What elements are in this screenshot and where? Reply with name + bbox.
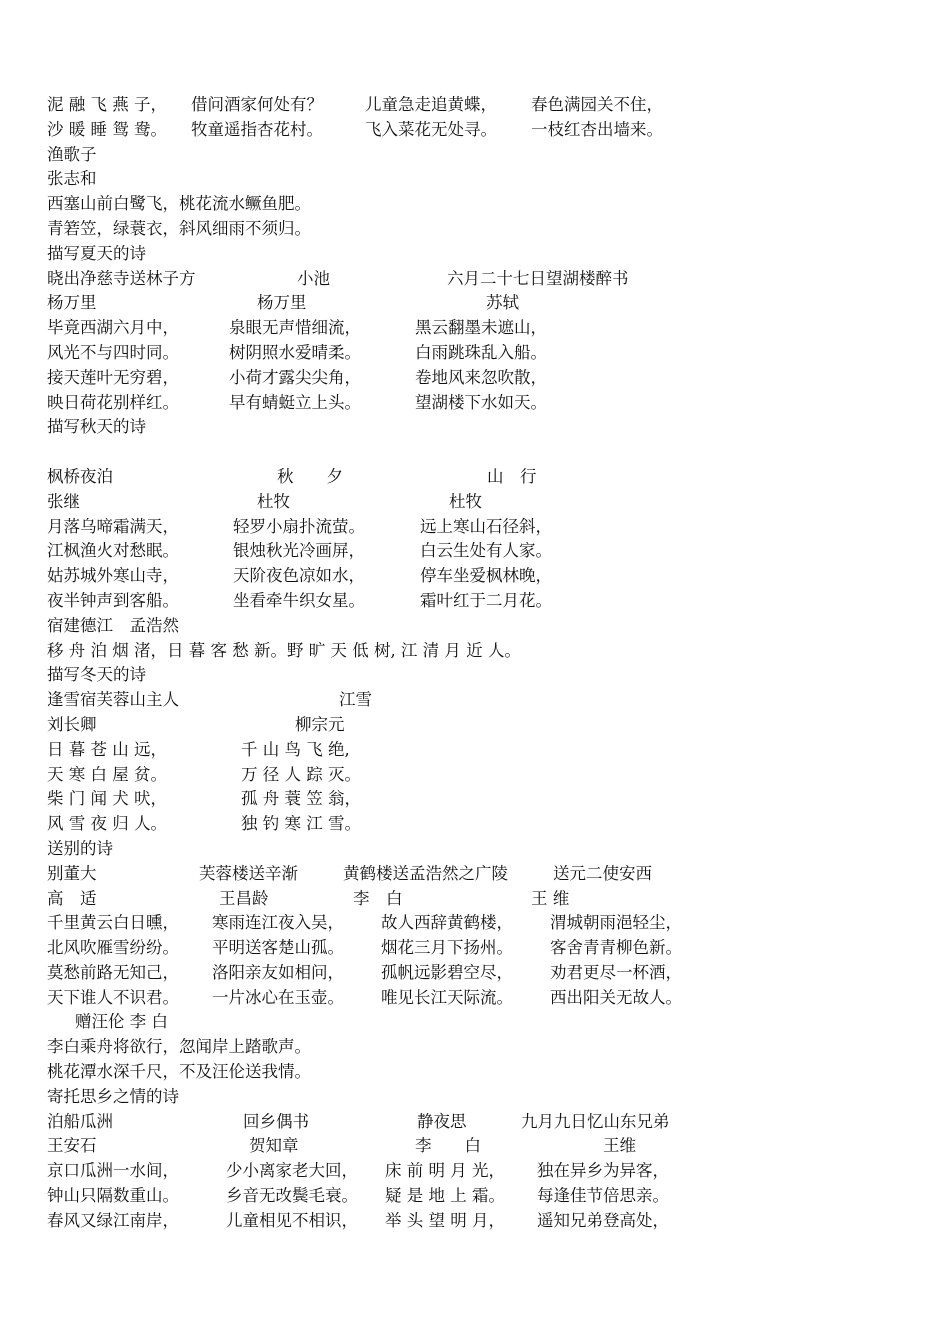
text-cell: 接天莲叶无穷碧， bbox=[47, 367, 179, 387]
text-cell: 送别的诗 bbox=[47, 838, 113, 858]
text-cell: 秋 夕 bbox=[277, 466, 343, 486]
text-line bbox=[47, 242, 927, 267]
text-cell: 西出阳关无故人。 bbox=[550, 987, 682, 1007]
text-cell: 姑苏城外寒山寺， bbox=[47, 566, 179, 586]
text-cell: 回乡偶书 bbox=[243, 1111, 309, 1131]
text-line bbox=[47, 911, 927, 936]
text-cell: 黄鹤楼送孟浩然之广陵 bbox=[343, 863, 508, 883]
text-cell: 孤帆远影碧空尽， bbox=[381, 962, 513, 982]
text-line bbox=[47, 217, 927, 242]
text-cell: 逢雪宿芙蓉山主人 bbox=[47, 690, 179, 710]
text-cell: 儿童相见不相识， bbox=[226, 1210, 358, 1230]
text-cell: 王昌龄 bbox=[219, 888, 269, 908]
text-cell: 独在异乡为异客， bbox=[537, 1161, 669, 1181]
text-cell: 唯见长江天际流。 bbox=[381, 987, 513, 1007]
text-line bbox=[47, 490, 927, 515]
text-cell: 桃花潭水深千尺，不及汪伦送我情。 bbox=[47, 1062, 311, 1082]
text-cell: 张志和 bbox=[47, 169, 97, 189]
text-cell: 移 舟 泊 烟 渚，日 暮 客 愁 新。野 旷 天 低 树, 江 清 月 近 人。 bbox=[47, 640, 521, 660]
text-cell: 儿童急走追黄蝶， bbox=[365, 95, 497, 114]
text-line bbox=[47, 589, 927, 614]
text-line bbox=[47, 887, 927, 912]
text-cell: 西塞山前白鹭飞，桃花流水鳜鱼肥。 bbox=[47, 194, 311, 214]
text-line bbox=[47, 1184, 927, 1209]
text-cell: 江枫渔火对愁眠。 bbox=[47, 541, 179, 561]
text-cell: 风 雪 夜 归 人。 bbox=[47, 814, 167, 834]
text-line bbox=[47, 1085, 927, 1110]
text-line bbox=[47, 1110, 927, 1135]
text-line bbox=[47, 986, 927, 1011]
text-cell: 烟花三月下扬州。 bbox=[381, 938, 513, 958]
text-cell: 高 适 bbox=[47, 888, 97, 908]
text-cell: 床 前 明 月 光， bbox=[385, 1161, 505, 1181]
text-line bbox=[47, 143, 927, 168]
text-cell: 钟山只隔数重山。 bbox=[47, 1186, 179, 1206]
text-line bbox=[47, 837, 927, 862]
text-cell: 泉眼无声惜细流， bbox=[229, 318, 361, 338]
text-cell: 王安石 bbox=[47, 1136, 97, 1156]
text-cell: 刘长卿 bbox=[47, 714, 97, 734]
text-cell: 杜牧 bbox=[257, 491, 290, 511]
text-cell: 月落乌啼霜满天， bbox=[47, 516, 179, 536]
text-line bbox=[47, 465, 927, 490]
text-cell: 白云生处有人家。 bbox=[420, 541, 552, 561]
text-cell: 描写秋天的诗 bbox=[47, 417, 146, 437]
text-cell: 遥知兄弟登高处， bbox=[537, 1210, 669, 1230]
text-cell: 天下谁人不识君。 bbox=[47, 987, 179, 1007]
text-cell: 杨万里 bbox=[257, 293, 307, 313]
text-cell: 渭城朝雨浥轻尘， bbox=[550, 913, 682, 933]
text-cell: 春风又绿江南岸， bbox=[47, 1210, 179, 1230]
text-cell: 卷地风来忽吹散， bbox=[415, 367, 547, 387]
text-line bbox=[47, 1159, 927, 1184]
text-cell: 王 维 bbox=[531, 888, 570, 908]
text-cell: 京口瓜洲一水间， bbox=[47, 1161, 179, 1181]
text-cell: 毕竟西湖六月中， bbox=[47, 318, 179, 338]
document-page bbox=[47, 93, 927, 1234]
text-cell: 乡音无改鬓毛衰。 bbox=[226, 1186, 358, 1206]
text-cell: 芙蓉楼送辛渐 bbox=[199, 863, 298, 883]
text-cell: 举 头 望 明 月， bbox=[385, 1210, 505, 1230]
text-line bbox=[47, 391, 927, 416]
text-cell: 李 白 bbox=[415, 1136, 481, 1156]
text-cell: 赠汪伦 李 白 bbox=[75, 1012, 168, 1032]
text-cell: 黑云翻墨未遮山， bbox=[415, 318, 547, 338]
text-cell: 江雪 bbox=[339, 690, 372, 710]
text-cell: 枫桥夜泊 bbox=[47, 466, 113, 486]
text-cell: 静夜思 bbox=[417, 1111, 467, 1131]
text-cell: 泥 融 飞 燕 子， bbox=[47, 95, 167, 114]
text-cell: 天阶夜色凉如水， bbox=[233, 566, 365, 586]
text-cell: 张继 bbox=[47, 491, 80, 511]
text-cell: 银烛秋光冷画屏， bbox=[233, 541, 365, 561]
text-cell: 杜牧 bbox=[449, 491, 482, 511]
text-cell: 小池 bbox=[297, 268, 330, 288]
text-cell: 春色满园关不住， bbox=[531, 95, 663, 114]
text-cell: 日 暮 苍 山 远， bbox=[47, 739, 167, 759]
text-line bbox=[47, 1035, 927, 1060]
text-cell: 孤 舟 蓑 笠 翁， bbox=[241, 789, 361, 809]
text-line bbox=[47, 415, 927, 440]
text-cell: 宿建德江 孟浩然 bbox=[47, 615, 179, 635]
text-line bbox=[47, 341, 927, 366]
text-line bbox=[47, 862, 927, 887]
text-cell: 少小离家老大回， bbox=[226, 1161, 358, 1181]
text-line bbox=[47, 936, 927, 961]
blank-line bbox=[47, 440, 927, 465]
text-cell: 每逢佳节倍思亲。 bbox=[537, 1186, 669, 1206]
text-line bbox=[47, 366, 927, 391]
text-cell: 沙 暖 睡 鸳 鸯。 bbox=[47, 119, 167, 139]
text-cell: 借问酒家何处有？ bbox=[191, 95, 323, 114]
text-cell: 早有蜻蜓立上头。 bbox=[229, 392, 361, 412]
text-cell: 贺知章 bbox=[249, 1136, 299, 1156]
text-cell: 霜叶红于二月花。 bbox=[420, 590, 552, 610]
text-line bbox=[47, 787, 927, 812]
text-line bbox=[47, 713, 927, 738]
text-cell: 望湖楼下水如天。 bbox=[415, 392, 547, 412]
text-cell: 停车坐爱枫林晚， bbox=[420, 566, 552, 586]
text-cell: 寄托思乡之情的诗 bbox=[47, 1086, 179, 1106]
text-cell: 飞入菜花无处寻。 bbox=[365, 119, 497, 139]
text-line bbox=[47, 763, 927, 788]
text-cell: 千里黄云白日曛， bbox=[47, 913, 179, 933]
text-cell: 轻罗小扇扑流萤。 bbox=[233, 516, 365, 536]
text-cell: 树阴照水爱晴柔。 bbox=[229, 342, 361, 362]
text-line bbox=[47, 812, 927, 837]
text-cell: 独 钓 寒 江 雪。 bbox=[241, 814, 361, 834]
text-cell: 洛阳亲友如相问， bbox=[212, 962, 344, 982]
text-cell: 泊船瓜洲 bbox=[47, 1111, 113, 1131]
text-line bbox=[47, 539, 927, 564]
text-line bbox=[47, 192, 927, 217]
text-line bbox=[47, 1209, 927, 1234]
text-cell: 千 山 鸟 飞 绝, bbox=[241, 739, 350, 759]
text-cell: 小荷才露尖尖角， bbox=[229, 367, 361, 387]
text-cell: 九月九日忆山东兄弟 bbox=[521, 1111, 670, 1131]
text-cell: 疑 是 地 上 霜。 bbox=[385, 1186, 505, 1206]
text-cell: 北风吹雁雪纷纷。 bbox=[47, 938, 179, 958]
text-line bbox=[47, 93, 927, 118]
text-line bbox=[47, 291, 927, 316]
text-line bbox=[47, 515, 927, 540]
text-cell: 万 径 人 踪 灭。 bbox=[241, 764, 361, 784]
text-cell: 柴 门 闻 犬 吠， bbox=[47, 789, 167, 809]
text-cell: 平明送客楚山孤。 bbox=[212, 938, 344, 958]
text-cell: 客舍青青柳色新。 bbox=[550, 938, 682, 958]
text-cell: 王维 bbox=[603, 1136, 636, 1156]
text-cell: 故人西辞黄鹤楼， bbox=[381, 913, 513, 933]
text-cell: 坐看牵牛织女星。 bbox=[233, 590, 365, 610]
text-line bbox=[47, 738, 927, 763]
text-line bbox=[47, 961, 927, 986]
text-cell: 夜半钟声到客船。 bbox=[47, 590, 179, 610]
text-line bbox=[47, 1060, 927, 1085]
text-line bbox=[47, 663, 927, 688]
text-cell: 劝君更尽一杯酒， bbox=[550, 962, 682, 982]
text-cell: 白雨跳珠乱入船。 bbox=[415, 342, 547, 362]
text-line bbox=[47, 167, 927, 192]
text-cell: 苏轼 bbox=[486, 293, 519, 313]
text-cell: 青箬笠，绿蓑衣，斜风细雨不须归。 bbox=[47, 218, 311, 238]
text-line bbox=[47, 1010, 927, 1035]
text-line bbox=[47, 1134, 927, 1159]
text-line bbox=[47, 564, 927, 589]
text-cell: 映日荷花别样红。 bbox=[47, 392, 179, 412]
text-cell: 晓出净慈寺送林子方 bbox=[47, 268, 196, 288]
text-cell: 牧童遥指杏花村。 bbox=[191, 119, 323, 139]
text-cell: 别董大 bbox=[47, 863, 97, 883]
text-cell: 描写冬天的诗 bbox=[47, 665, 146, 685]
text-cell: 一枝红杏出墙来。 bbox=[531, 119, 663, 139]
text-cell: 渔歌子 bbox=[47, 144, 97, 164]
text-cell: 杨万里 bbox=[47, 293, 97, 313]
text-cell: 六月二十七日望湖楼醉书 bbox=[447, 268, 629, 288]
text-line bbox=[47, 688, 927, 713]
text-cell: 天 寒 白 屋 贫。 bbox=[47, 764, 167, 784]
text-line bbox=[47, 118, 927, 143]
text-cell: 莫愁前路无知己， bbox=[47, 962, 179, 982]
text-cell: 描写夏天的诗 bbox=[47, 243, 146, 263]
text-cell: 一片冰心在玉壶。 bbox=[212, 987, 344, 1007]
text-cell: 李白乘舟将欲行，忽闻岸上踏歌声。 bbox=[47, 1037, 311, 1057]
text-cell: 柳宗元 bbox=[295, 714, 345, 734]
text-cell: 寒雨连江夜入吴， bbox=[212, 913, 344, 933]
text-cell: 李 白 bbox=[353, 888, 403, 908]
text-cell: 山 行 bbox=[487, 466, 537, 486]
text-cell: 风光不与四时同。 bbox=[47, 342, 179, 362]
text-cell: 送元二使安西 bbox=[553, 863, 652, 883]
text-line bbox=[47, 639, 927, 664]
text-line bbox=[47, 614, 927, 639]
text-line bbox=[47, 267, 927, 292]
text-cell: 远上寒山石径斜， bbox=[420, 516, 552, 536]
text-line bbox=[47, 316, 927, 341]
